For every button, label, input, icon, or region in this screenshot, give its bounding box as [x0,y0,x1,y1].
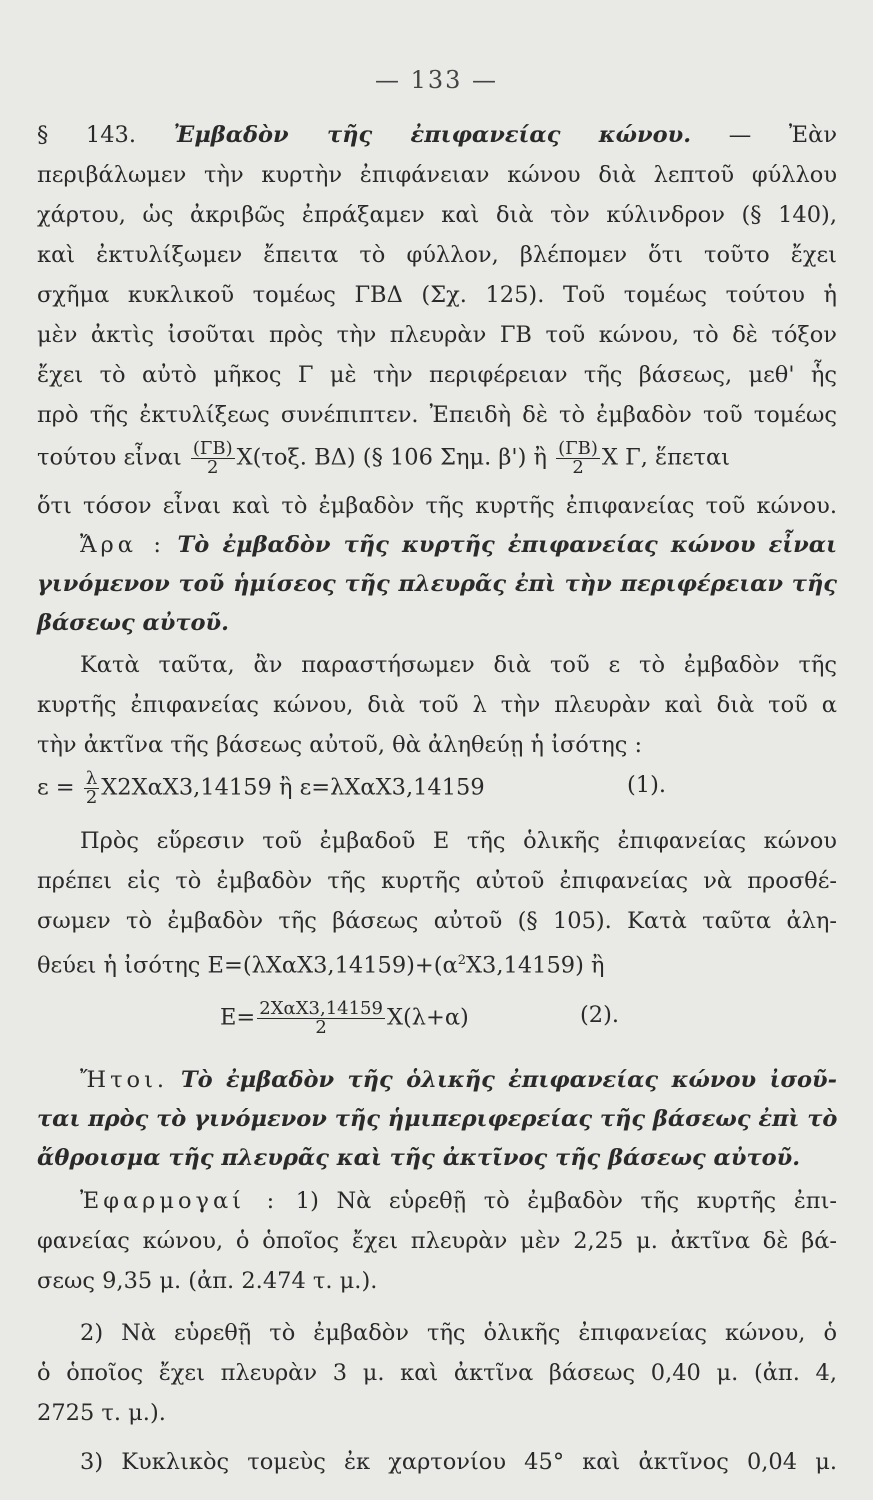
applications-lead: Ἐφαρμογαί : [80,1188,279,1214]
text-line: τὴν ἀκτῖνα τῆς βάσεως αὐτοῦ, θὰ ἀληθεύῃ ἡ ἰσότης : [37,732,643,758]
theorem2-lead: Ἤτοι. [80,1067,169,1093]
formula-lateral-area: ε = $\frac{\lambda}{2}$ Χ2ΧαΧ3,14159 ἢ ε=λΧαΧ3,14159 (1). [37,768,667,808]
application-3-line-1: 3) Κυκλικὸς τομεὺς ἐκ χαρτονίου 45° καὶ ἀκτῖνος 0,04 μ. [80,1449,837,1475]
application-1-line-1: Ἐφαρμογαί : 1) Νὰ εὑρεθῇ τὸ ἐμβαδὸν τῆς κυρτῆς ἐπι- [80,1188,838,1214]
theorem2-line-3: ἄθροισμα τῆς πλευρᾶς καὶ τῆς ἀκτῖνος τῆς βάσεως αὐτοῦ. [37,1145,801,1171]
theorem2-line-1: Ἤτοι. Τὸ ἐμβαδὸν τῆς ὁλικῆς ἐπιφανείας κώνου ἰσοῦ- [80,1067,837,1093]
theorem-line-1: Ἄρα : Τὸ ἐμβαδὸν τῆς κυρτῆς ἐπιφανείας κώνου εἶναι [80,532,837,558]
text-line: πρὸ τῆς ἐκτυλίξεως συνέπιπτεν. Ἐπειδὴ δὲ τὸ ἐμβαδὸν τοῦ τομέως [37,402,837,428]
section-mark: § 143. [37,122,137,148]
theorem-lead: Ἄρα : [80,532,166,558]
fraction: $\frac{\lambda}{2}$ [85,768,98,808]
section-heading-line [37,120,837,150]
formula-total-area-1: θεύει ἡ ἰσότης $E=(\lambda X\alpha X3,14159)+(\alpha^2X3,14159)$ ἢ [37,952,605,979]
application-1-line-3: σεως 9,35 μ. (ἀπ. 2.474 τ. μ.). [37,1268,378,1294]
text-line: σχῆμα κυκλικοῦ τομέως ΓΒΔ (Σχ. 125). Τοῦ τομέως τούτου ἡ [37,282,837,308]
text-line: κυρτῆς ἐπιφανείας κώνου, διὰ τοῦ λ τὴν πλευρὰν καὶ διὰ τοῦ α [37,692,837,718]
application-1-line-2: φανείας κώνου, ὁ ὁποῖος ἔχει πλευρὰν μὲν 2,25 μ. ἀκτῖνα δὲ βά- [37,1228,837,1254]
theorem2-line-2: ται πρὸς τὸ γινόμενον τῆς ἡμιπεριφερείας τῆς βάσεως ἐπὶ τὸ [37,1106,838,1132]
theorem-line-2: γινόμενον τοῦ ἡμίσεος τῆς πλευρᾶς ἐπὶ τὴν περιφέρειαν τῆς [37,571,837,597]
formula-total-area-2: Ε= $\frac{\text{2ΧαΧ3,14159}}{2}$ Χ(λ+α) (2). [220,998,620,1038]
text-line: ἔχει τὸ αὐτὸ μῆκος Γ μὲ τὴν περιφέρειαν τῆς βάσεως, μεθ' ἧς [37,362,837,388]
text-line: Πρὸς εὕρεσιν τοῦ ἐμβαδοῦ Ε τῆς ὁλικῆς ἐπιφανείας κώνου [80,828,837,854]
equation-tag: (1). [627,772,667,798]
fraction: $\frac{(\Gamma B)}{2}$ [192,438,233,478]
section-intro: — Ἐὰν [728,122,838,148]
section-title: Ἐμβαδὸν τῆς ἐπιφανείας κώνου. [173,122,692,148]
text-line: χάρτου, ὡς ἀκριβῶς ἐπράξαμεν καὶ διὰ τὸν κύλινδρον (§ 140), [37,202,837,228]
text-line: καὶ ἐκτυλίξωμεν ἔπειτα τὸ φύλλον, βλέπομεν ὅτι τοῦτο ἔχει [37,242,837,268]
theorem-line-3: βάσεως αὐτοῦ. [37,610,229,636]
page-number: — 133 — [374,66,499,94]
formula-sector-area: τούτου εἶναι $\frac{(\Gamma B)}{2}$ Χ(τοξ. ΒΔ) (§ 106 Σημ. β') ἢ $\frac{(\Gamma B)}{2}$ Χ Γ, ἕπεται [37,438,730,478]
text-line: μὲν ἀκτὶς ἰσοῦται πρὸς τὴν πλευρὰν ΓΒ τοῦ κώνου, τὸ δὲ τόξον [37,322,837,348]
text-line: περιβάλωμεν τὴν κυρτὴν ἐπιφάνειαν κώνου διὰ λεπτοῦ φύλλου [37,162,837,188]
fraction: $\frac{\text{2ΧαΧ3,14159}}{2}$ [259,998,383,1038]
fraction: $\frac{(\Gamma B)}{2}$ [558,438,598,478]
text-line: πρέπει εἰς τὸ ἐμβαδὸν τῆς κυρτῆς αὐτοῦ ἐπιφανείας νὰ προσθέ- [37,868,837,894]
application-2-line-3: 2725 τ. μ.). [37,1400,166,1426]
text-line: σωμεν τὸ ἐμβαδὸν τῆς βάσεως αὐτοῦ (§ 105). Κατὰ ταῦτα ἀλη- [37,908,837,934]
text-line: Κατὰ ταῦτα, ἂν παραστήσωμεν διὰ τοῦ ε τὸ ἐμβαδὸν τῆς [80,652,837,678]
application-2-line-1: 2) Νὰ εὑρεθῇ τὸ ἐμβαδὸν τῆς ὁλικῆς ἐπιφανείας κώνου, ὁ [80,1320,837,1346]
application-2-line-2: ὁ ὁποῖος ἔχει πλευρὰν 3 μ. καὶ ἀκτῖνα βάσεως 0,40 μ. (ἀπ. 4, [37,1360,837,1386]
text-line: ὅτι τόσον εἶναι καὶ τὸ ἐμβαδὸν τῆς κυρτῆς ἐπιφανείας τοῦ κώνου. [37,493,837,519]
equation-tag: (2). [580,1002,620,1028]
